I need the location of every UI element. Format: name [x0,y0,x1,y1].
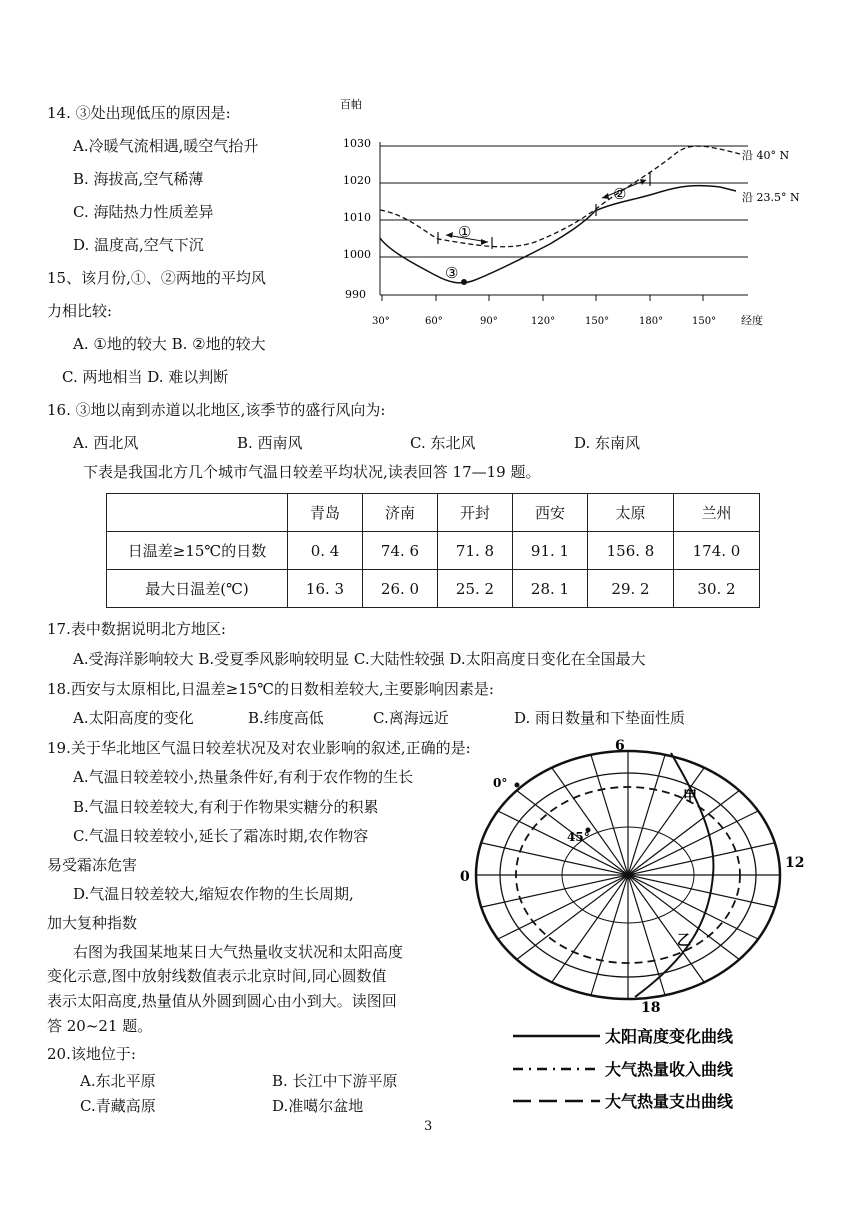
q15-stem-line2: 力相比较: [47,302,113,320]
q14-option-c: C. 海陆热力性质差异 [73,203,214,221]
q18-option-c: C.离海远近 [373,709,449,727]
table-header-cell: 青岛 [288,494,363,532]
time-label-18: 18 [641,1000,661,1016]
altitude-label-45: 45° [567,830,590,844]
q19-stem: 19.关于华北地区气温日较差状况及对农业影响的叙述,正确的是: [47,739,471,757]
table-row-label: 最大日温差(℃) [107,570,288,608]
pressure-chart [330,92,810,337]
x-tick-label: 30° [372,316,390,327]
q19-option-a: A.气温日较差较小,热量条件好,有利于农作物的生长 [73,768,414,786]
series-label-40n: 沿 40° N [742,149,790,162]
time-label-12: 12 [785,855,805,871]
q19-option-d-line2: 加大复种指数 [47,914,138,932]
arrowhead [602,193,609,199]
q15-options-ab: A. ①地的较大 B. ②地的较大 [73,335,266,353]
q16-option-c: C. 东北风 [410,434,476,452]
curve-40n [380,146,740,247]
mark-2: ② [613,185,627,203]
q20-option-c: C.青藏高原 [80,1097,156,1115]
legend-solid-label: 太阳高度变化曲线 [605,1027,734,1046]
q20-option-b: B. 长江中下游平原 [272,1072,398,1090]
table-header-cell: 太原 [588,494,674,532]
x-tick-label: 60° [425,316,443,327]
table-cell: 26. 0 [363,570,438,608]
time-label-6: 6 [615,738,625,754]
table-cell: 28. 1 [513,570,588,608]
y-tick-1020: 1020 [343,174,371,187]
page-number: 3 [424,1119,433,1134]
label-yi: 乙 [677,933,691,949]
x-tick-label: 180° [639,316,664,327]
x-tick-label: 150° [692,316,717,327]
label-jia: 甲 [683,789,697,805]
table-header-cell: 西安 [513,494,588,532]
curve-23n [380,186,736,283]
table-cell: 0. 4 [288,532,363,570]
q14-option-a: A.冷暖气流相遇,暖空气抬升 [73,137,259,155]
table-cell: 174. 0 [674,532,760,570]
table-row [107,570,760,608]
q14-stem: 14. ③处出现低压的原因是: [47,104,231,122]
heat-budget-diagram [455,735,830,1120]
table-cell: 25. 2 [438,570,513,608]
y-tick-1010: 1010 [343,211,371,224]
intro-20-21-line2: 变化示意,图中放射线数值表示北京时间,同心圆数值 [47,967,387,985]
table-cell: 74. 6 [363,532,438,570]
temperature-table [106,493,760,608]
q16-option-d: D. 东南风 [574,434,641,452]
q14-option-b: B. 海拔高,空气稀薄 [73,170,204,188]
q17-stem: 17.表中数据说明北方地区: [47,620,226,638]
q16-option-a: A. 西北风 [73,434,139,452]
q18-option-a: A.太阳高度的变化 [73,709,194,727]
q18-option-b: B.纬度高低 [248,709,324,727]
series-label-23n: 沿 23.5° N [742,191,800,204]
table-row-label: 日温差≥15℃的日数 [107,532,288,570]
legend-dashed-label: 大气热量支出曲线 [605,1092,734,1111]
legend-dashdot-label: 大气热量收入曲线 [605,1060,734,1079]
q20-option-a: A.东北平原 [80,1072,156,1090]
q17-options: A.受海洋影响较大 B.受夏季风影响较明显 C.大陆性较强 D.太阳高度日变化在全国最大 [73,650,646,668]
q16-stem: 16. ③地以南到赤道以北地区,该季节的盛行风向为: [47,401,386,419]
table-row [107,532,760,570]
q20-option-d: D.准噶尔盆地 [272,1097,364,1115]
q19-option-c-line1: C.气温日较差较小,延长了霜冻时期,农作物容 [73,827,369,845]
q15-stem-line1: 15、该月份,①、②两地的平均风 [47,269,266,287]
q20-stem: 20.该地位于: [47,1045,136,1063]
x-tick-label: 120° [531,316,556,327]
table-cell: 91. 1 [513,532,588,570]
intro-20-21-line3: 表示太阳高度,热量值从外圆到圆心由小到大。读图回 [47,992,397,1010]
radial-lines [476,751,780,999]
intro-17-19: 下表是我国北方几个城市气温日较差平均状况,读表回答 17—19 题。 [83,463,541,481]
q14-option-d: D. 温度高,空气下沉 [73,236,204,254]
table-cell: 29. 2 [588,570,674,608]
table-header-cell: 济南 [363,494,438,532]
point-3 [461,279,467,285]
x-tick-label: 90° [480,316,498,327]
table-corner-cell [107,494,288,532]
mark-3: ③ [445,264,459,282]
y-unit-label: 百帕 [340,98,362,111]
table-header-cell: 开封 [438,494,513,532]
table-header-row [107,494,760,532]
q19-option-b: B.气温日较差较大,有利于作物果实糖分的积累 [73,798,379,816]
y-tick-990: 990 [345,288,366,301]
q18-stem: 18.西安与太原相比,日温差≥15℃的日数相差较大,主要影响因素是: [47,680,494,698]
intro-20-21-line1: 右图为我国某地某日大气热量收支状况和太阳高度 [73,943,404,961]
table-cell: 156. 8 [588,532,674,570]
intro-20-21-line4: 答 20~21 题。 [47,1017,153,1035]
q16-option-b: B. 西南风 [237,434,303,452]
q19-option-d-line1: D.气温日较差较大,缩短农作物的生长周期, [73,885,354,903]
q18-option-d: D. 雨日数量和下垫面性质 [514,709,686,727]
x-tick-label: 150° [585,316,610,327]
table-cell: 71. 8 [438,532,513,570]
y-tick-1030: 1030 [343,137,371,150]
mark-1: ① [458,223,472,241]
q15-options-cd: C. 两地相当 D. 难以判断 [62,368,229,386]
q19-option-c-line2: 易受霜冻危害 [47,856,138,874]
arrowhead [446,232,453,238]
arrowhead [481,239,488,245]
x-unit-label: 经度 [741,314,763,327]
y-tick-1000: 1000 [343,248,371,261]
time-label-0: 0 [460,869,470,885]
altitude-0-dot [515,783,520,788]
altitude-label-0: 0° [493,776,508,790]
table-cell: 16. 3 [288,570,363,608]
table-header-cell: 兰州 [674,494,760,532]
table-cell: 30. 2 [674,570,760,608]
